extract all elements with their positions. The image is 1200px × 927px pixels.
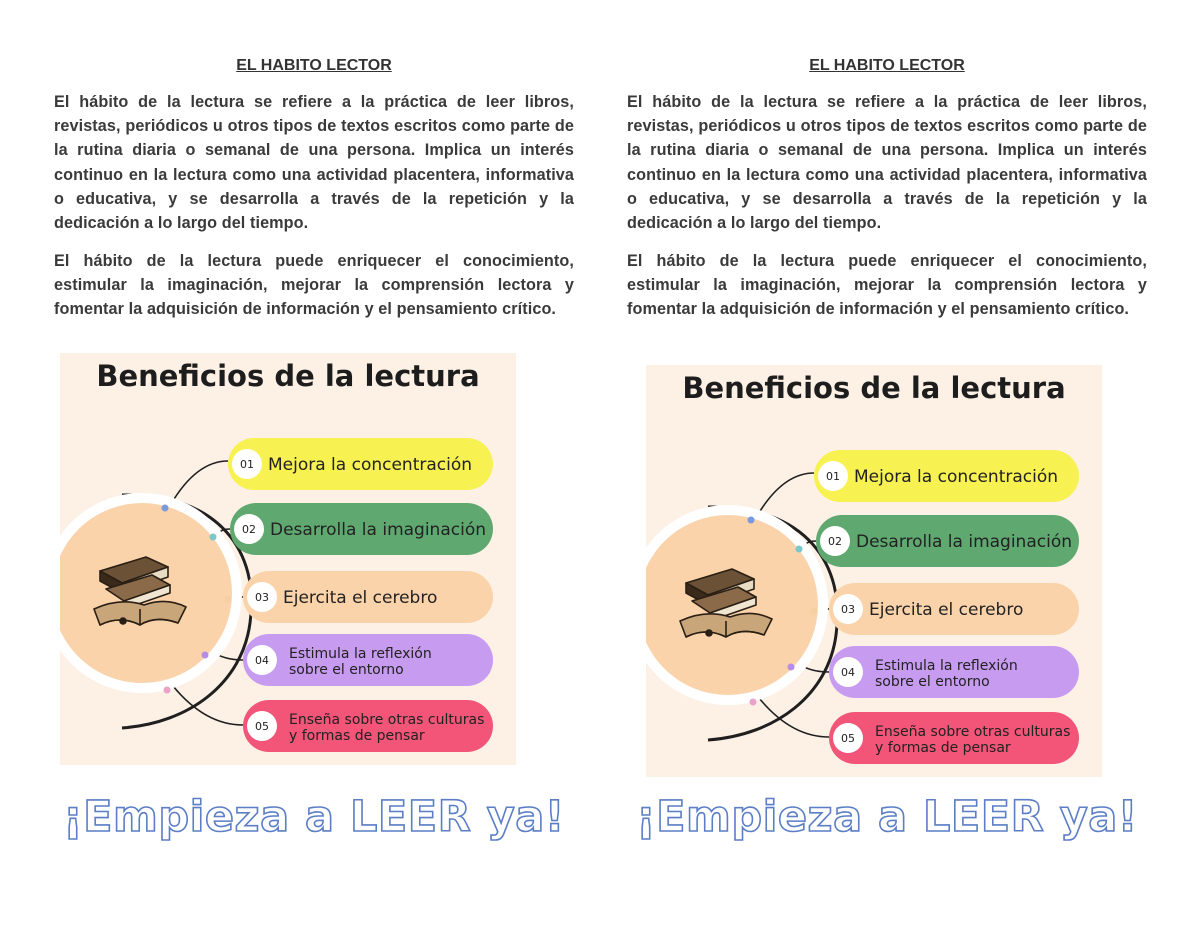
slogan: ¡Empieza a LEER ya! xyxy=(636,792,1138,842)
benefit-label-line2: sobre el entorno xyxy=(289,662,404,678)
connector-dot xyxy=(164,687,171,694)
benefit-item xyxy=(228,438,493,490)
benefit-label-line2: y formas de pensar xyxy=(289,728,425,744)
benefit-label: Mejora la concentración xyxy=(854,467,1059,487)
benefit-item xyxy=(243,571,493,623)
benefit-label: Estimula la reflexión xyxy=(875,658,1018,674)
infographic xyxy=(60,353,516,765)
benefit-number: 05 xyxy=(841,732,855,745)
benefit-label: Enseña sobre otras culturas xyxy=(289,712,485,728)
infographic-title: Beneficios de la lectura xyxy=(682,371,1066,405)
benefit-number: 05 xyxy=(255,720,269,733)
benefit-number: 02 xyxy=(828,535,842,548)
infographic xyxy=(646,365,1102,777)
paragraph-benefits: El hábito de la lectura puede enriquecer el conocimiento, estimular la imaginación, mejorar la comprensión lectora y fomentar la adquisición de información y el pensamiento crítico. xyxy=(54,252,574,319)
slogan: ¡Empieza a LEER ya! xyxy=(63,792,565,842)
benefit-item xyxy=(243,634,493,686)
benefit-label: Mejora la concentración xyxy=(268,455,473,475)
connector-dot xyxy=(748,517,755,524)
paragraph-benefits: El hábito de la lectura puede enriquecer el conocimiento, estimular la imaginación, mejorar la comprensión lectora y fomentar la adquisición de información y el pensamiento crítico. xyxy=(627,252,1147,319)
benefit-number: 03 xyxy=(255,591,269,604)
benefit-label-line2: sobre el entorno xyxy=(875,674,990,690)
connector-dot xyxy=(162,505,169,512)
heading: EL HABITO LECTOR xyxy=(809,57,965,74)
benefit-number: 04 xyxy=(841,666,855,679)
benefit-number: 02 xyxy=(242,523,256,536)
paragraph-definition: El hábito de la lectura se refiere a la práctica de leer libros, revistas, periódicos u otros tipos de textos escritos como parte de la rutina diaria o semanal de una persona. Implica un interés continuo en la lectura como una actividad placentera, informativa o educativa, y se desarrolla a través de la repetición y la dedicación a lo largo del tiempo. xyxy=(54,93,574,233)
benefit-item xyxy=(243,700,493,752)
benefit-number: 03 xyxy=(841,603,855,616)
benefit-number: 01 xyxy=(826,470,840,483)
benefit-item xyxy=(814,450,1079,502)
benefit-label-line2: y formas de pensar xyxy=(875,740,1011,756)
benefit-label: Enseña sobre otras culturas xyxy=(875,724,1071,740)
benefit-label: Ejercita el cerebro xyxy=(869,600,1024,620)
benefit-label: Desarrolla la imaginación xyxy=(270,520,486,540)
benefit-item xyxy=(230,503,493,555)
benefit-item xyxy=(829,712,1079,764)
infographic-title: Beneficios de la lectura xyxy=(96,359,480,393)
connector-dot xyxy=(750,699,757,706)
benefit-number: 01 xyxy=(240,458,254,471)
connector-dot xyxy=(210,534,217,541)
connector-dot xyxy=(796,546,803,553)
connector-dot xyxy=(202,652,209,659)
benefit-label: Estimula la reflexión xyxy=(289,646,432,662)
connector-dot xyxy=(788,664,795,671)
heading: EL HABITO LECTOR xyxy=(236,57,392,74)
paragraph-definition: El hábito de la lectura se refiere a la práctica de leer libros, revistas, periódicos u otros tipos de textos escritos como parte de la rutina diaria o semanal de una persona. Implica un interés continuo en la lectura como una actividad placentera, informativa o educativa, y se desarrolla a través de la repetición y la dedicación a lo largo del tiempo. xyxy=(627,93,1147,233)
benefit-label: Desarrolla la imaginación xyxy=(856,532,1072,552)
benefit-item xyxy=(816,515,1079,567)
benefit-item xyxy=(829,583,1079,635)
connector-dot xyxy=(811,608,818,615)
benefit-label: Ejercita el cerebro xyxy=(283,588,438,608)
connector-dot xyxy=(225,596,232,603)
benefit-number: 04 xyxy=(255,654,269,667)
benefit-item xyxy=(829,646,1079,698)
